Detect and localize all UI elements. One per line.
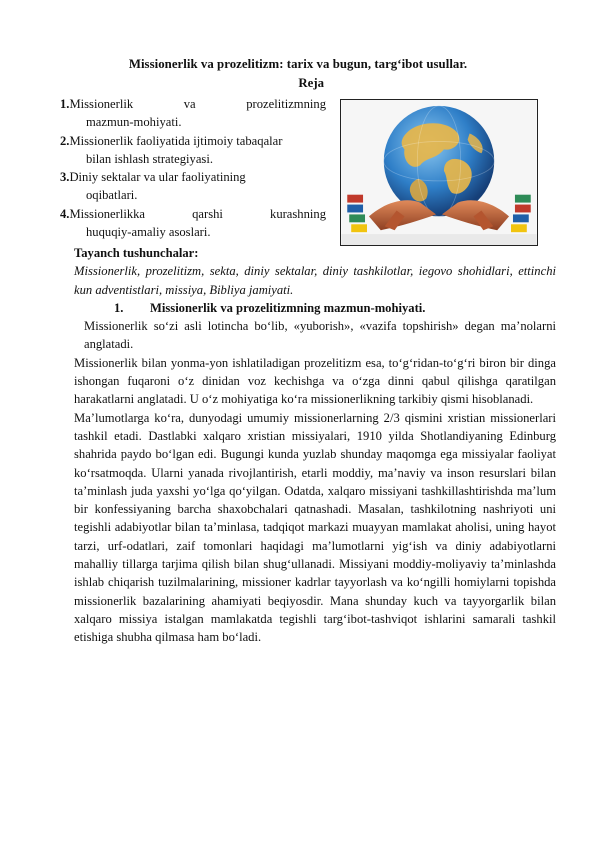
key-terms-heading: Tayanch tushunchalar: bbox=[74, 246, 199, 260]
section-heading bbox=[74, 299, 556, 317]
section-intro: Missionerlik so‘zi asli lotincha bo‘lib, «yuborish», «vazifa topshirish» degan ma’nolarni anglatadi. bbox=[84, 319, 556, 352]
plan-item-continuation: oqibatlari. bbox=[86, 188, 138, 203]
plan-item-number: 1. bbox=[60, 97, 70, 111]
section-number: 1. bbox=[114, 300, 124, 315]
plan-heading: Reja bbox=[298, 76, 324, 90]
plan-item-text: Missionerlik faoliyatida ijtimoiy tabaqalar bbox=[69, 133, 283, 148]
plan-item-text: Missionerlikka qarshi kurashning bbox=[69, 206, 326, 221]
plan-item bbox=[60, 168, 326, 205]
paragraph: Missionerlik bilan yonma-yon ishlatiladigan prozelitizm esa, to‘g‘ridan-to‘g‘ri biron bir dinga ishongan fuqaroni o‘z dinidan voz kechishga va o‘zga dinni qabul qilishga qaratilgan harakatlarni anglatadi. U o‘z mohiyatiga ko‘ra missionerlikning tarkibiy qismi hisoblanadi. bbox=[74, 355, 556, 407]
plan-list bbox=[60, 95, 326, 241]
plan-item-text: Diniy sektalar va ular faoliyatining bbox=[69, 170, 246, 185]
globe-hands-illustration bbox=[340, 99, 538, 246]
plan-item-continuation: mazmun-mohiyati. bbox=[86, 115, 182, 130]
plan-item bbox=[60, 95, 326, 132]
key-terms: Missionerlik, prozelitizm, sekta, diniy sektalar, diniy tashkilotlar, iegovo shohidlari, ettinchi kun adventistlari, missiya, Bibliya jamiyati. bbox=[74, 264, 556, 297]
globe-icon bbox=[341, 100, 537, 245]
document-body bbox=[74, 244, 556, 647]
plan-item-number: 2. bbox=[60, 133, 70, 148]
plan-item bbox=[60, 205, 326, 242]
plan-item-continuation: bilan ishlash strategiyasi. bbox=[86, 151, 213, 166]
plan-item-number: 4. bbox=[60, 206, 70, 221]
document-title: Missionerlik va prozelitizm: tarix va bugun, targ‘ibot usullar. bbox=[128, 57, 468, 71]
plan-item-text: Missionerlik va prozelitizmning bbox=[69, 97, 326, 111]
plan-item-number: 3. bbox=[60, 170, 70, 185]
paragraph: Ma’lumotlarga ko‘ra, dunyodagi umumiy missionerlarning 2/3 qismini xristian missionerlari tashkil etadi. Dastlabki xalqaro xristian missiyalari, 1910 yilda Shotlandiyaning Edinburg shahrida paydo bo‘lgan edi. Bugungi kunda yuzlab shunday maqomga ega missiyalar faoliyat ko‘rsatmoqda. Ularni yanada rivojlantirish, etarli moddiy, ma’naviy va inson resurslari bilan ta’minlash juda yaxshi yo‘lga qo‘yilgan. Odatda, xalqaro missiyani tashkillashtirishda ma’lum bir konfessiyaning barcha shaxobchalari qatnashadi. Masalan, tashkilotning nashriyoti uni tegishli adabiyotlar bilan ta’minlasa, tadqiqot markazi muayyan mamlakat aholisi, uning hayot tarzi, urf-odatlari, zaif tomonlari haqidagi ma’lumotlarni yig‘ish va diniy adabiyotlarni mahalliy tillarga tarjima qilish bilan shug‘ullanadi. Missiyani moddiy-moliyaviy ta’minlashda ishlab chiqarish tuzilmalarining, missioner kadrlar tayyorlash va ko‘ngilli homiylarni topishda missionerlik bazalarining ahamiyati beqiyosdir. Mana shunday kuch va tayyorgarlik bilan xalqaro missiya istalgan mamlakatda tegishli targ‘ibot-tashviqot ishlarini samarali tashkil etishiga shubha qilmasa ham bo‘ladi. bbox=[74, 410, 556, 645]
plan-item-continuation: huquqiy-amaliy asoslari. bbox=[86, 225, 211, 240]
plan-item bbox=[60, 132, 326, 169]
section-title: Missionerlik va prozelitizmning mazmun-mohiyati. bbox=[150, 300, 426, 315]
